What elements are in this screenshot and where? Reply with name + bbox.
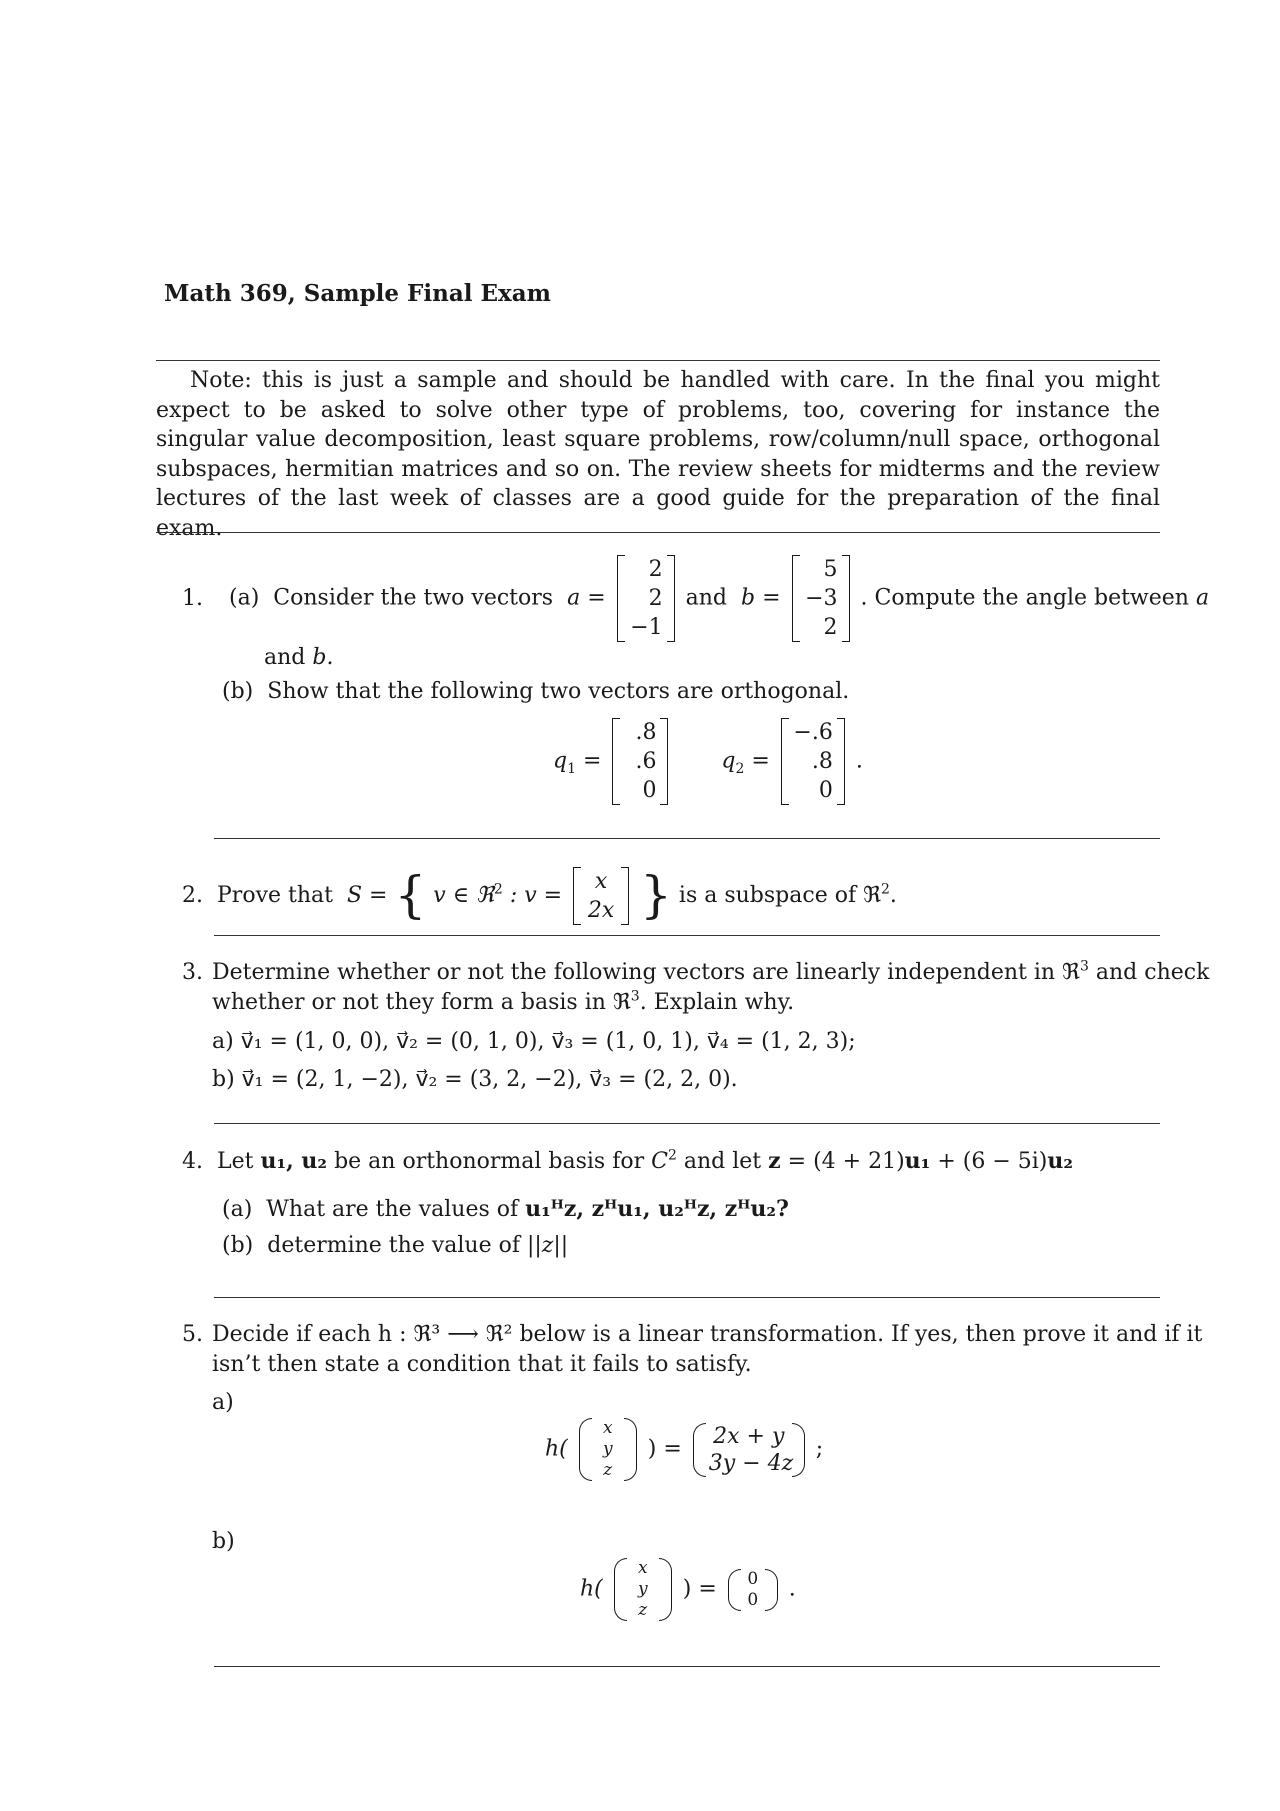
question-text: a	[1195, 585, 1210, 611]
question-text: What are the values of	[266, 1197, 519, 1222]
matrix-entry: 2	[648, 557, 663, 582]
question-text: be an orthonormal basis for	[334, 1149, 645, 1174]
vector-b-label: b =	[741, 585, 781, 611]
equals-sign: =	[583, 748, 602, 774]
set-condition: : v =	[509, 882, 563, 908]
set-label: S =	[346, 882, 388, 908]
question-text: and	[264, 645, 306, 670]
part-label: (a)	[229, 585, 260, 611]
exam-note	[156, 366, 1160, 543]
question-text: whether or not they form a basis in ℜ	[212, 990, 631, 1015]
divider	[214, 1297, 1160, 1298]
divider	[156, 360, 1160, 361]
matrix-entry: 5	[823, 557, 838, 582]
subscript: 2	[735, 760, 745, 777]
math-bold: u₁	[904, 1148, 931, 1174]
question-text: . Explain why.	[639, 990, 795, 1015]
question-3-cont	[212, 988, 794, 1018]
vector-entry: x	[637, 1558, 648, 1578]
vector-entry: z	[603, 1460, 613, 1480]
question-text: b.	[312, 645, 334, 670]
question-5-cont: isn’t then state a condition that it fails to satisfy.	[212, 1352, 752, 1377]
function-name: h(	[545, 1436, 568, 1462]
vector-entry: 0	[747, 1568, 759, 1589]
matrix-entry: 0	[818, 778, 833, 803]
equals-sign: ) =	[682, 1576, 717, 1602]
transformation-a	[545, 1418, 823, 1481]
question-text: is a subspace of ℜ	[678, 882, 881, 908]
vector-entry: y	[602, 1439, 613, 1459]
superscript: 2	[667, 1147, 677, 1164]
matrix-entry: .8	[635, 720, 657, 745]
vector-a-label: a =	[567, 585, 606, 611]
matrix-entry: 2x	[587, 897, 615, 923]
divider	[214, 935, 1160, 936]
math-bold: u₁ᴴz, zᴴu₁, u₂ᴴz, zᴴu₂?	[525, 1196, 789, 1222]
divider	[214, 1666, 1160, 1667]
question-1a	[182, 555, 1209, 642]
math-var: ||z||	[526, 1233, 569, 1258]
matrix-entry: .8	[811, 749, 833, 774]
question-number: 4.	[182, 1149, 203, 1174]
matrix-entry: x	[594, 868, 608, 894]
vector-a	[617, 555, 675, 642]
function-name: h(	[580, 1576, 603, 1602]
matrix-entry: −3	[805, 586, 838, 611]
set-variable: v ∈ ℜ	[433, 882, 494, 908]
matrix-entry: 0	[642, 778, 657, 803]
question-text: Prove that	[217, 882, 333, 908]
math-bold: u₂	[1047, 1148, 1073, 1174]
vector-entry: 3y − 4z	[708, 1450, 794, 1476]
vector-entry: z	[638, 1600, 648, 1620]
matrix-entry: 2	[648, 586, 663, 611]
question-number: 3.	[182, 960, 203, 985]
vector-q2-label: q	[721, 748, 736, 774]
left-brace: {	[394, 866, 427, 924]
vector-entry: x	[602, 1418, 613, 1438]
question-text: . Compute the angle between	[860, 585, 1189, 611]
question-3b: b) v⃗₁ = (2, 1, −2), v⃗₂ = (3, 2, −2), v⃗₃ = (2, 2, 0).	[212, 1067, 738, 1092]
transformation-b	[580, 1558, 796, 1621]
part-label: (a)	[222, 1197, 253, 1222]
superscript: 3	[630, 988, 640, 1005]
punctuation: ;	[815, 1436, 824, 1462]
math-expr: + (6 − 5i)	[937, 1149, 1048, 1174]
math-expr: = (4 + 21)	[787, 1149, 905, 1174]
question-3	[182, 958, 1209, 988]
matrix-entry: 2	[823, 615, 838, 640]
question-1b-vectors	[553, 718, 863, 805]
output-vector	[693, 1423, 805, 1477]
matrix-entry: −.6	[793, 720, 833, 745]
math-bold: z	[768, 1148, 781, 1174]
equals-sign: ) =	[647, 1436, 682, 1462]
output-vector	[728, 1569, 778, 1611]
question-text: and check	[1088, 960, 1210, 985]
vector-entry: y	[637, 1579, 648, 1599]
vector-entry: 0	[747, 1589, 759, 1610]
subscript: 1	[567, 760, 577, 777]
note-text: Note: this is just a sample and should be handled with care. In the final you might expect to be asked to solve other type of problems, too, covering for instance the singular value decomposition, least square problems, row/column/null space, orthogonal subspaces, hermitian matrices and so on. The review sheets for midterms and the review lectures of the last week of classes are a good guide for the preparation of the final exam.	[156, 368, 1160, 541]
vector-q1-label: q	[553, 748, 568, 774]
equals-sign: =	[751, 748, 770, 774]
divider	[156, 532, 1160, 533]
part-label: a)	[212, 1390, 234, 1415]
matrix-entry: .6	[635, 749, 657, 774]
question-text: Consider the two vectors	[273, 585, 554, 611]
question-5	[182, 1320, 1202, 1350]
superscript: 2	[493, 881, 503, 898]
question-4	[182, 1147, 1073, 1177]
divider	[214, 1123, 1160, 1124]
question-2	[182, 862, 897, 930]
set-vector	[573, 867, 629, 925]
punctuation: .	[855, 748, 863, 774]
question-number: 1.	[182, 585, 203, 611]
question-4b	[222, 1231, 568, 1261]
vector-q2	[781, 718, 845, 805]
question-text: Determine whether or not the following vectors are linearly independent in ℜ	[212, 960, 1080, 985]
vector-q1	[612, 718, 668, 805]
punctuation: .	[889, 882, 897, 908]
matrix-entry: −1	[630, 615, 663, 640]
part-label: (b)	[222, 679, 254, 704]
punctuation: .	[788, 1576, 796, 1602]
vector-b	[792, 555, 850, 642]
part-label: b)	[212, 1529, 235, 1554]
math-bold: u₁, u₂	[260, 1148, 328, 1174]
right-brace: }	[640, 866, 672, 924]
question-text: and	[685, 585, 727, 611]
math-var: C	[651, 1149, 668, 1174]
superscript: 3	[1079, 958, 1089, 975]
divider	[214, 838, 1160, 839]
question-text: Show that the following two vectors are orthogonal.	[267, 679, 850, 704]
question-number: 5.	[182, 1322, 203, 1347]
question-1a-cont	[264, 643, 333, 673]
question-4a	[222, 1195, 789, 1225]
part-label: (b)	[222, 1233, 254, 1258]
question-text: determine the value of	[267, 1233, 520, 1258]
vector-entry: 2x + y	[713, 1423, 785, 1449]
question-number: 2.	[182, 882, 203, 908]
question-text: Decide if each h : ℜ³ ⟶ ℜ² below is a linear transformation. If yes, then prove it and if it	[212, 1322, 1203, 1347]
input-vector	[579, 1418, 637, 1481]
superscript: 2	[881, 881, 890, 898]
input-vector	[614, 1558, 672, 1621]
question-3a: a) v⃗₁ = (1, 0, 0), v⃗₂ = (0, 1, 0), v⃗₃ = (1, 0, 1), v⃗₄ = (1, 2, 3);	[212, 1029, 856, 1054]
page-title: Math 369, Sample Final Exam	[164, 280, 551, 307]
question-text: Let	[217, 1149, 254, 1174]
question-text: and let	[683, 1149, 762, 1174]
question-1b	[222, 677, 849, 707]
